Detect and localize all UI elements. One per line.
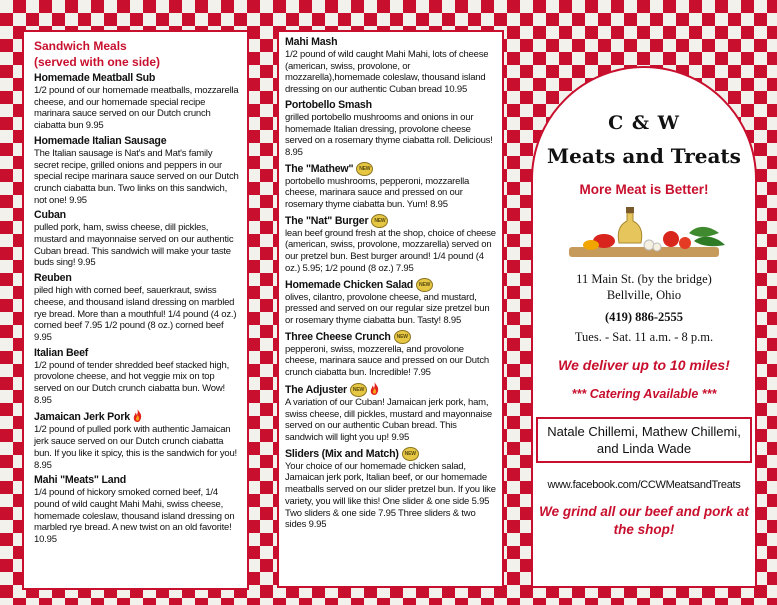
- menu-item-mahi-meats-land: [34, 474, 239, 546]
- business-hours: Tues. - Sat. 11 a.m. - 8 p.m.: [574, 330, 714, 344]
- new-badge: NEW: [356, 162, 373, 176]
- item-name-row: [285, 382, 496, 397]
- slogan: More Meat is Better!: [579, 182, 709, 197]
- menu-item-reuben: [34, 272, 239, 344]
- item-desc: lean beef ground fresh at the shop, choice of cheese (american, swiss, provolone, mozzarella) served on our pretzel bun. Best burger around! 1/4 pound (4 oz.) 5.95; 1/2 pound (8 oz.) 7.95: [285, 227, 496, 274]
- item-name: Portobello Smash: [285, 98, 372, 111]
- item-name: Mahi "Meats" Land: [34, 474, 126, 487]
- menu-item-italian-sausage: [34, 135, 239, 207]
- item-name-row: [34, 409, 239, 424]
- menu-item-jamaican-jerk-pork: [34, 409, 239, 471]
- item-desc: grilled portobello mushrooms and onions in our homemade Italian dressing, provolone cheese served on a rosemary thyme ciabatta roll. Delicious! 8.95: [285, 111, 493, 158]
- catering-notice: *** Catering Available ***: [571, 387, 717, 401]
- item-name-row: [285, 214, 496, 228]
- business-name-line2: Meats and Treats: [547, 144, 741, 168]
- item-name: Italian Beef: [34, 346, 89, 359]
- cover-panel: [531, 66, 757, 588]
- item-desc: 1/4 pound of hickory smoked corned beef, 1/4 pound of wild caught Mahi Mahi, swiss cheese, homemade coleslaw, thousand island dressing on marbled rye bread. A new twist on an old favorite! 10.95: [34, 487, 235, 546]
- item-name: Cuban: [34, 209, 66, 222]
- menu-item-nat-burger: [285, 214, 496, 275]
- menu-item-the-adjuster: [285, 382, 496, 444]
- item-name-row: [285, 278, 496, 292]
- item-desc: portobello mushrooms, pepperoni, mozzarella cheese, marinara sauce and pressed on our rosemary thyme ciabatta bun. Yum! 8.95: [285, 175, 470, 211]
- menu-item-the-mathew: [285, 162, 496, 211]
- item-desc: Your choice of our homemade chicken salad, Jamaican jerk pork, Italian beef, or our homemade meatballs served on our slider pretzel bun. If you like variety, you will like this! One slider & one side 5.95 Two sliders & one side 7.95 Three sliders & two sides 9.95: [285, 460, 496, 531]
- menu-item-chicken-salad: [285, 278, 496, 327]
- section-title: Sandwich Meals: [34, 39, 127, 53]
- food-illustration: [539, 203, 749, 261]
- item-desc: 1/2 pound of wild caught Mahi Mahi, lots of cheese (american, swiss, provolone, or mozzarella),homemade coleslaw, thousand island dressing on our authentic Cuban bread 10.95: [285, 49, 489, 96]
- specialty-sandwiches-panel: [277, 30, 504, 588]
- new-badge: NEW: [350, 383, 367, 397]
- new-badge: NEW: [394, 330, 411, 344]
- item-desc: 1/2 pound of our homemade meatballs, mozzarella cheese, and our homemade special recipe marinara sauce served on our Dutch crunch ciabatta bun 9.95: [34, 85, 239, 132]
- item-desc: The Italian sausage is Nat's and Mat's family secret recipe, grilled onions and peppers in our special recipe marinara sauce served on our Dutch crunch ciabatta bun. Two links on this sandwich, not one! 9.95: [34, 147, 239, 206]
- facebook-url[interactable]: www.facebook.com/CCWMeatsandTreats: [547, 479, 741, 491]
- menu-item-cuban: [34, 209, 239, 269]
- item-desc: 1/2 pound of tender shredded beef stacked high, provolone cheese, and hot veggie mix on top served on our Dutch crunch ciabatta bun. Wow! 8.95: [34, 359, 230, 406]
- new-badge: NEW: [416, 278, 433, 292]
- item-desc: A variation of our Cuban! Jamaican jerk pork, ham, swiss cheese, dill pickles, mustard and mayonnaise served on our authentic Cuban bread. This sandwich will light you up! 9.95: [285, 396, 493, 444]
- item-desc: pulled pork, ham, swiss cheese, dill pickles, mustard and mayonnaise served on our authentic Cuban bread. This sandwich will make your taste buds sing! 9.95: [34, 222, 234, 269]
- tagline: We grind all our beef and pork at the shop!: [539, 504, 749, 537]
- sandwich-meals-panel: [22, 30, 249, 590]
- menu-item-italian-beef: [34, 347, 239, 407]
- item-name-row: [285, 447, 496, 461]
- item-name: Jamaican Jerk Pork: [34, 411, 130, 424]
- item-desc: olives, cilantro, provolone cheese, and mustard, pressed and served on our regular size pretzel bun or rosemary thyme ciabatta bun. Tasty! 8.95: [285, 291, 490, 326]
- item-name: Mahi Mash: [285, 36, 338, 48]
- flame-icon: [133, 409, 142, 422]
- item-name: The "Mathew": [285, 162, 354, 175]
- item-name: Homemade Meatball Sub: [34, 72, 156, 84]
- flame-icon: [370, 382, 379, 395]
- address-line2: Bellville, Ohio: [606, 288, 682, 302]
- menu-item-sliders: [285, 447, 496, 531]
- item-name: Three Cheese Crunch: [285, 330, 391, 343]
- item-desc: 1/2 pound of pulled pork with authentic Jamaican jerk sauce served on our Dutch crunch ciabatta bun. If you like it spicy, this is the sandwich for you! 8.95: [34, 424, 238, 471]
- item-name-row: [285, 330, 496, 344]
- item-name: Homemade Italian Sausage: [34, 134, 167, 147]
- menu-item-meatball-sub: [34, 72, 239, 132]
- owners-box: Natale Chillemi, Mathew Chillemi, and Linda Wade: [536, 417, 752, 463]
- menu-item-three-cheese-crunch: [285, 330, 496, 379]
- item-name: Sliders (Mix and Match): [285, 447, 399, 460]
- item-name: Reuben: [34, 272, 72, 285]
- item-name: The Adjuster: [285, 383, 347, 396]
- phone-number: (419) 886-2555: [604, 310, 684, 324]
- menu-item-portobello-smash: [285, 99, 496, 159]
- section-subtitle: (served with one side): [34, 55, 161, 69]
- delivery-notice: We deliver up to 10 miles!: [558, 357, 730, 373]
- new-badge: NEW: [402, 447, 419, 461]
- food-illustration-icon: [549, 203, 739, 261]
- address-line1: 11 Main St. (by the bridge): [576, 272, 712, 286]
- item-name: Homemade Chicken Salad: [285, 278, 414, 291]
- menu-item-mahi-mash: [285, 36, 496, 96]
- new-badge: NEW: [371, 214, 388, 228]
- item-desc: piled high with corned beef, sauerkraut, swiss cheese, and thousand island dressing on marbled rye bread. More than a mouthful! 1/4 pound (4 oz.) corned beef 7.95 1/2 pound (8 oz.) corned beef 9.95: [34, 285, 237, 343]
- item-name-row: [285, 162, 496, 176]
- business-name-line1: C & W: [608, 112, 680, 134]
- item-name: The "Nat" Burger: [285, 214, 369, 227]
- item-desc: pepperoni, swiss, mozzerella, and provolone cheese, marinara sauce and pressed on our Dutch crunch ciabatta bun. Incredible! 7.95: [285, 343, 489, 379]
